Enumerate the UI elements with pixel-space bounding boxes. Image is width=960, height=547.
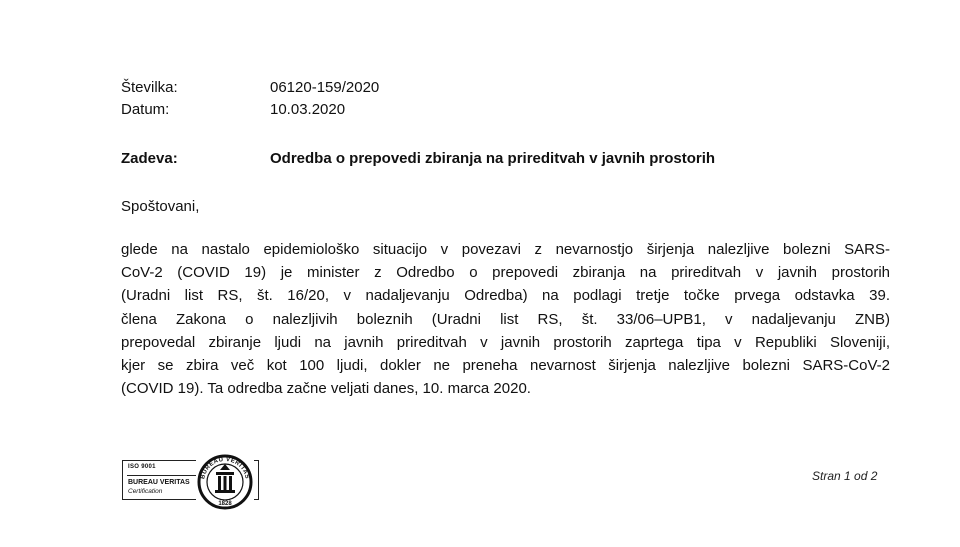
body-paragraph	[121, 238, 890, 400]
number-value: 06120-159/2020	[270, 79, 380, 96]
date-value: 10.03.2020	[270, 101, 346, 118]
cert-divider	[127, 475, 199, 476]
salutation: Spoštovani,	[121, 198, 200, 215]
body-line: (COVID 19). Ta odredba začne veljati danes, 10. marca 2020.	[121, 380, 531, 398]
subject-text: Odredba o prepovedi zbiranja na prireditvah v javnih prostorih	[270, 150, 716, 167]
number-label: Številka:	[121, 79, 178, 96]
page-number: Stran 1 od 2	[812, 469, 878, 483]
body-line: člena Zakona o nalezljivih boleznih (Uradni list RS, št. 33/06–UPB1, v nadaljevanju ZNB)	[121, 310, 890, 328]
seal-year: 1828	[218, 501, 232, 507]
cert-iso-text: ISO 9001	[128, 464, 156, 470]
body-line: (Uradni list RS, št. 16/20, v nadaljevanju Odredba) na podlagi tretje točke prvega odstavka 39.	[121, 287, 890, 305]
bureau-veritas-seal-icon	[196, 446, 254, 518]
seal-arc-text: BUREAU VERITAS	[200, 456, 250, 480]
cert-org-text: BUREAU VERITAS	[128, 479, 190, 486]
date-label: Datum:	[121, 101, 170, 118]
cert-type-text: Certification	[128, 488, 163, 495]
body-line: kjer se zbira več kot 100 ljudi, dokler ne preneha nevarnost širjenja nalezljive bolezni SARS-CoV-2	[121, 356, 890, 374]
body-line: glede na nastalo epidemiološko situacijo v povezavi z nevarnostjo širjenja nalezljive bolezni SARS-	[121, 241, 890, 258]
body-line: CoV-2 (COVID 19) je minister z Odredbo o prepovedi zbiranja na prireditvah v javnih prostorih	[121, 264, 890, 282]
body-line: prepovedal zbiranje ljudi na javnih prireditvah v javnih prostorih zaprtega tipa v Republiki Sloveniji,	[121, 333, 890, 351]
subject-label: Zadeva:	[121, 150, 178, 167]
